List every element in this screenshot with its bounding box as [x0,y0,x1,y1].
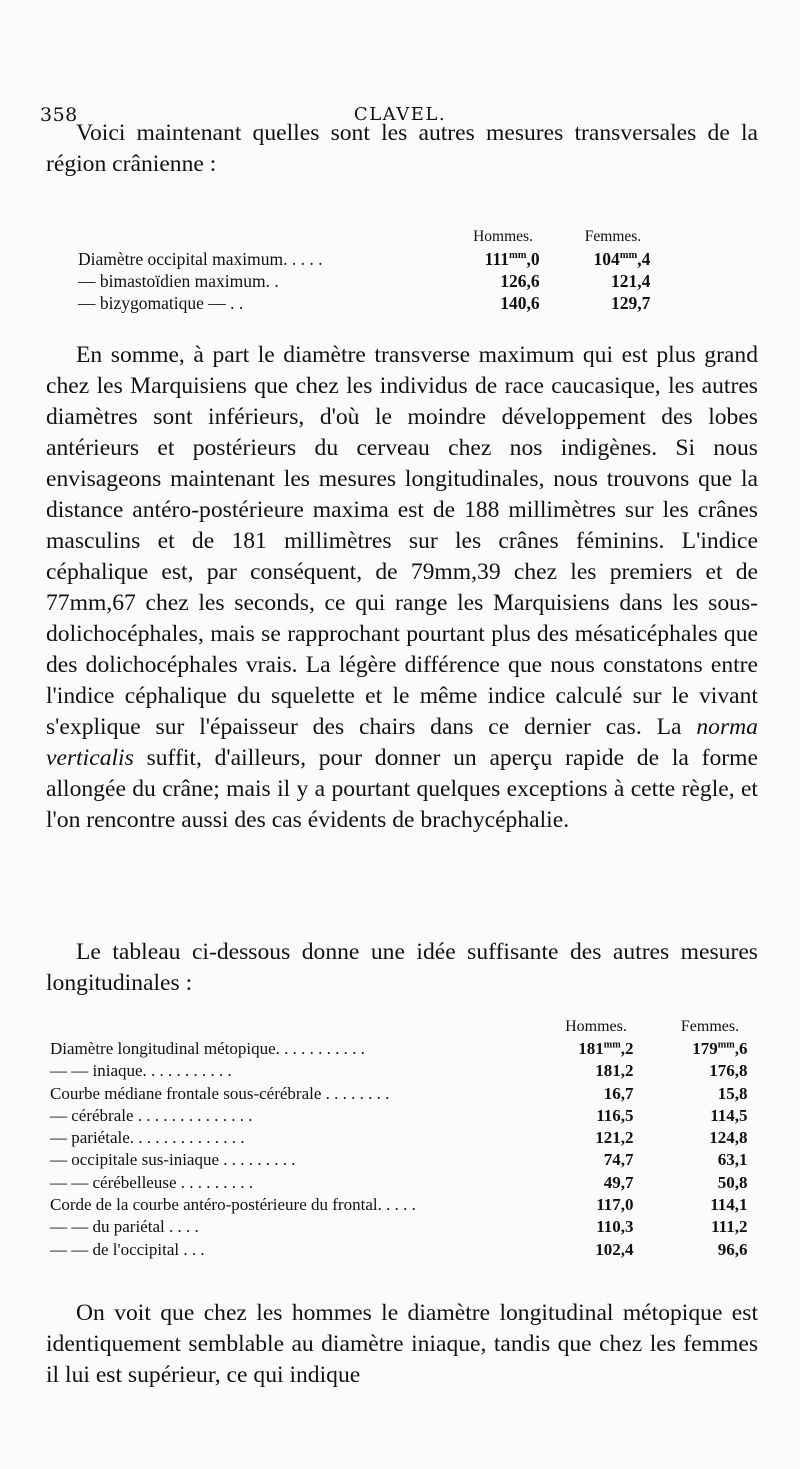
men-value [550,1240,621,1262]
men-integer: 16 [603,1083,621,1103]
col-header-women: Femmes. [680,1018,740,1035]
row-label: — — iniaque. . . . . . . . . . . [50,1061,232,1081]
row-label: — bimastoïdien maximum. . [78,271,279,291]
transverse-measures-table [78,225,658,315]
men-unit: mm [509,250,527,262]
women-decimal: ,2 [734,1217,748,1237]
table-row [50,1195,756,1217]
men-value [550,1195,621,1217]
final-paragraph: On voit que chez les hommes le diamètre longitudinal métopique est identiquement semblable au diamètre iniaque, tandis que chez les femmes il lui est supérieur, ce qui indique [46,1300,758,1388]
women-integer: 129 [610,293,638,313]
spacer [548,249,568,271]
table-row [78,293,658,315]
men-value [550,1039,621,1061]
row-label: — — cérébelleuse . . . . . . . . . [50,1172,253,1192]
women-integer: 121 [610,271,638,291]
men-integer: 117 [596,1195,621,1215]
col-header-women: Femmes. [584,228,642,245]
col-header-men: Hommes. [473,228,533,245]
men-value [550,1128,621,1150]
men-value [458,249,527,271]
women-decimal: ,8 [734,1172,748,1192]
women-value [568,249,637,271]
table-row [78,249,658,271]
men-decimal: ,7 [620,1150,634,1170]
women-value [664,1061,735,1083]
row-label: — occipitale sus-iniaque . . . . . . . . . [50,1150,296,1170]
spacer [642,1150,664,1172]
table-header-row [50,1015,756,1039]
women-decimal: ,5 [734,1105,748,1125]
men-decimal: ,0 [526,249,540,269]
men-integer: 110 [596,1217,621,1237]
longitudinal-measures-table [50,1015,756,1262]
main-paragraph-text-a: En somme, à part le diamètre transverse maximum qui est plus grand chez les Marquisiens que chez les individus de race caucasique, les autres diamètres sont inférieurs, d'où le moindre développement des lobes antérieurs et postérieurs du cerveau chez nos indigènes. Si nous envisageons maintenant les mesures longitudinales, nous trouvons que la distance antéro-postérieure maxima est de 188 millimètres sur les crânes masculins et de 181 millimètres sur les crânes féminins. L'indice céphalique est, par conséquent, de 79mm,39 chez les premiers et de 77mm,67 chez les seconds, ce qui range les Marquisiens dans les sous-dolichocéphales, mais se rapprochant pourtant plus des mésaticéphales que des dolichocéphales vrais. La légère différence que nous constatons entre l'indice céphalique du squelette et le même indice calculé sur le vivant s'explique sur l'épaisseur des chairs dans ce dernier cas. La [46,342,758,740]
row-label: — pariétale. . . . . . . . . . . . . . [50,1128,245,1148]
row-label: Diamètre occipital maximum. . . . . [78,249,323,269]
men-decimal: ,2 [620,1039,634,1058]
row-label: Diamètre longitudinal métopique. . . . . . . . . . . [50,1039,365,1058]
women-integer: 104 [593,249,620,269]
main-paragraph-italic: norma verticalis [46,714,758,771]
main-paragraph-text-b: suffit, d'ailleurs, pour donner un aperçu rapide de la forme allongée du crâne; mais il y a pourtant quelques exceptions à cette règle, et l'on rencontre aussi des cas évidents de brachycéphalie. [46,745,758,833]
men-value [550,1217,621,1239]
women-decimal: ,1 [734,1150,748,1170]
women-integer: 50 [717,1172,735,1192]
men-integer: 181 [578,1039,604,1058]
women-unit: mm [619,250,638,262]
women-integer: 114 [710,1105,735,1125]
women-decimal: ,7 [637,293,651,313]
women-value [664,1039,735,1061]
women-decimal: ,8 [734,1083,748,1103]
women-value [568,271,637,293]
men-integer: 121 [595,1128,621,1148]
men-value [550,1061,621,1083]
table-row [50,1217,756,1239]
women-decimal: ,8 [734,1128,748,1148]
women-unit: mm [717,1039,735,1051]
table-row [50,1084,756,1106]
running-title: CLAVEL. [353,104,447,125]
women-integer: 124 [709,1128,735,1148]
women-value [664,1173,735,1195]
men-unit: mm [603,1039,621,1051]
men-decimal: ,3 [620,1217,634,1237]
men-value [550,1106,621,1128]
men-integer: 74 [603,1150,621,1170]
men-decimal: ,6 [526,271,540,291]
women-decimal: ,8 [734,1061,748,1081]
spacer [548,271,568,293]
men-integer: 181 [595,1061,621,1081]
row-label: — — du pariétal . . . . [50,1217,199,1237]
women-decimal: ,6 [734,1039,748,1058]
women-integer: 179 [692,1039,718,1058]
table-row [50,1150,756,1172]
women-value [664,1217,735,1239]
men-integer: 126 [500,271,527,291]
table-header-row [78,225,658,249]
men-value [458,271,527,293]
women-integer: 63 [717,1150,735,1170]
spacer [642,1195,664,1217]
spacer [642,1128,664,1150]
men-decimal: ,2 [620,1128,634,1148]
men-integer: 116 [596,1105,621,1125]
men-decimal: ,6 [526,293,540,313]
women-value [664,1150,735,1172]
spacer [642,1240,664,1262]
women-value [568,293,637,315]
women-value [664,1106,735,1128]
spacer [548,293,568,315]
intro-paragraph: Voici maintenant quelles sont les autres mesures transversales de la région crânienne : [46,120,758,177]
row-label: — bizygomatique — . . [78,293,244,313]
table-row [50,1061,756,1083]
spacer [642,1217,664,1239]
men-integer: 49 [603,1172,621,1192]
men-integer: 140 [500,293,527,313]
spacer [642,1106,664,1128]
spacer [642,1039,664,1061]
women-value [664,1240,735,1262]
table-row [50,1173,756,1195]
women-decimal: ,4 [637,271,651,291]
page-number: 358 [40,104,78,126]
men-value [550,1084,621,1106]
men-decimal: ,5 [620,1105,634,1125]
women-integer: 176 [709,1061,735,1081]
table-row [50,1240,756,1262]
women-integer: 96 [717,1239,735,1259]
women-integer: 15 [717,1083,735,1103]
women-decimal: ,6 [734,1239,748,1259]
men-decimal: ,0 [620,1195,634,1215]
men-integer: 102 [595,1239,621,1259]
spacer [642,1084,664,1106]
table-intro-paragraph: Le tableau ci-dessous donne une idée suffisante des autres mesures longitudinales : [46,939,758,996]
men-value [550,1173,621,1195]
women-decimal: ,4 [637,249,651,269]
spacer [642,1173,664,1195]
women-value [664,1084,735,1106]
row-label: — cérébrale . . . . . . . . . . . . . . [50,1105,253,1125]
women-value [664,1195,735,1217]
men-integer: 111 [484,249,509,269]
men-value [458,293,527,315]
table-row [78,271,658,293]
men-value [550,1150,621,1172]
men-decimal: ,2 [620,1061,634,1081]
table-row [50,1039,756,1061]
spacer [642,1061,664,1083]
row-label: Courbe médiane frontale sous-cérébrale . . . . . . . . [50,1083,390,1103]
men-decimal: ,7 [620,1172,634,1192]
col-header-men: Hommes. [565,1018,627,1035]
table-row [50,1128,756,1150]
row-label: — — de l'occipital . . . [50,1239,205,1259]
women-decimal: ,1 [734,1195,748,1215]
men-decimal: ,4 [620,1239,634,1259]
row-label: Corde de la courbe antéro-postérieure du frontal. . . . . [50,1195,416,1215]
women-value [664,1128,735,1150]
women-integer: 111 [711,1217,735,1237]
main-paragraph [46,340,758,836]
men-decimal: ,7 [620,1083,634,1103]
women-integer: 114 [710,1195,735,1215]
table-row [50,1106,756,1128]
